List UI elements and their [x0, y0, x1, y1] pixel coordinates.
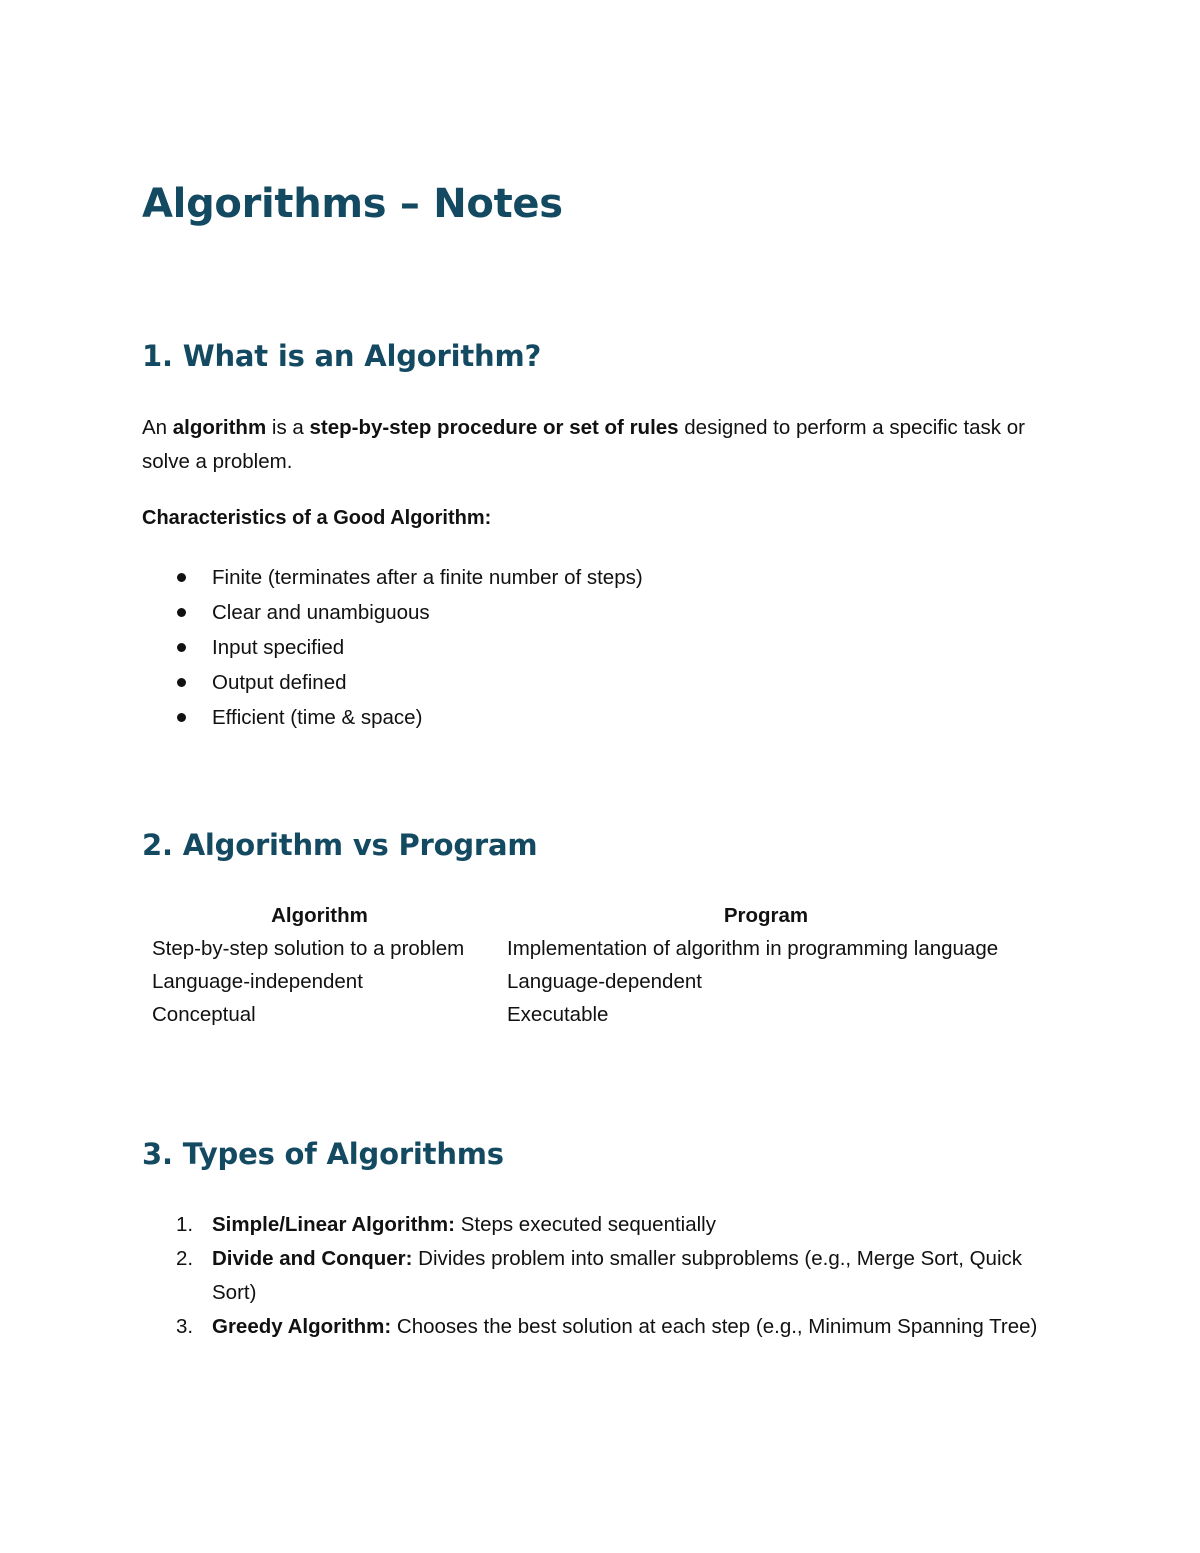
- table-cell: Step-by-step solution to a problem: [152, 937, 465, 960]
- list-item-text: Output defined: [212, 671, 347, 694]
- list-item-text: Efficient (time & space): [212, 706, 423, 729]
- list-item: [142, 595, 643, 630]
- bullet-icon: [177, 573, 186, 582]
- list-item: [142, 1208, 1062, 1242]
- table-row: [142, 965, 1035, 998]
- page-title: Algorithms – Notes: [142, 181, 563, 227]
- bullet-icon: [177, 608, 186, 617]
- table-row: [142, 998, 1035, 1031]
- table-header-row: [142, 898, 1035, 932]
- section-heading-what-is-algorithm: 1. What is an Algorithm?: [142, 339, 542, 373]
- characteristics-heading: Characteristics of a Good Algorithm:: [142, 507, 492, 529]
- column-header-program: Program: [723, 903, 809, 927]
- table-cell: Conceptual: [152, 1003, 256, 1026]
- bullet-icon: [177, 713, 186, 722]
- list-item-desc: Divides problem into smaller subproblems (e.g., Merge Sort, Quick Sort): [212, 1247, 1023, 1304]
- table-cell: Implementation of algorithm in programming language: [507, 937, 999, 960]
- definition-text: is a: [266, 416, 310, 439]
- list-item: [142, 1310, 1062, 1344]
- section-heading-types-of-algorithms: 3. Types of Algorithms: [142, 1137, 504, 1171]
- algorithm-definition: [142, 411, 1052, 479]
- bullet-icon: [177, 643, 186, 652]
- list-item-term: Greedy Algorithm:: [212, 1315, 392, 1338]
- definition-text: designed to perform a specific task or solve a problem.: [142, 416, 1025, 473]
- list-number: 1.: [176, 1213, 194, 1236]
- list-item-text: Finite (terminates after a finite number of steps): [212, 566, 643, 589]
- list-item-term: Divide and Conquer:: [212, 1247, 413, 1270]
- characteristics-list: [142, 560, 643, 735]
- table-cell: Executable: [507, 1003, 609, 1026]
- list-number: 2.: [176, 1247, 194, 1270]
- list-item: [142, 560, 643, 595]
- list-item: [142, 665, 643, 700]
- list-item-desc: Steps executed sequentially: [455, 1213, 716, 1236]
- column-header-algorithm: Algorithm: [271, 903, 368, 927]
- bullet-icon: [177, 678, 186, 687]
- algorithm-types-list: [142, 1208, 1062, 1344]
- list-item-desc: Chooses the best solution at each step (e.g., Minimum Spanning Tree): [391, 1315, 1038, 1338]
- comparison-table: [142, 898, 1035, 1031]
- list-item: [142, 630, 643, 665]
- list-item: [142, 700, 643, 735]
- table-cell: Language-dependent: [507, 970, 702, 993]
- definition-emphasis: step-by-step procedure or set of rules: [309, 416, 679, 439]
- list-number: 3.: [176, 1315, 194, 1338]
- list-item-term: Simple/Linear Algorithm:: [212, 1213, 455, 1236]
- table-row: [142, 932, 1035, 965]
- definition-term: algorithm: [172, 416, 267, 439]
- list-item-text: Clear and unambiguous: [212, 601, 430, 624]
- table-cell: Language-independent: [152, 970, 363, 993]
- list-item: [142, 1242, 1062, 1310]
- list-item-text: Input specified: [212, 636, 345, 659]
- section-heading-algorithm-vs-program: 2. Algorithm vs Program: [142, 828, 538, 862]
- definition-text: An: [142, 416, 173, 439]
